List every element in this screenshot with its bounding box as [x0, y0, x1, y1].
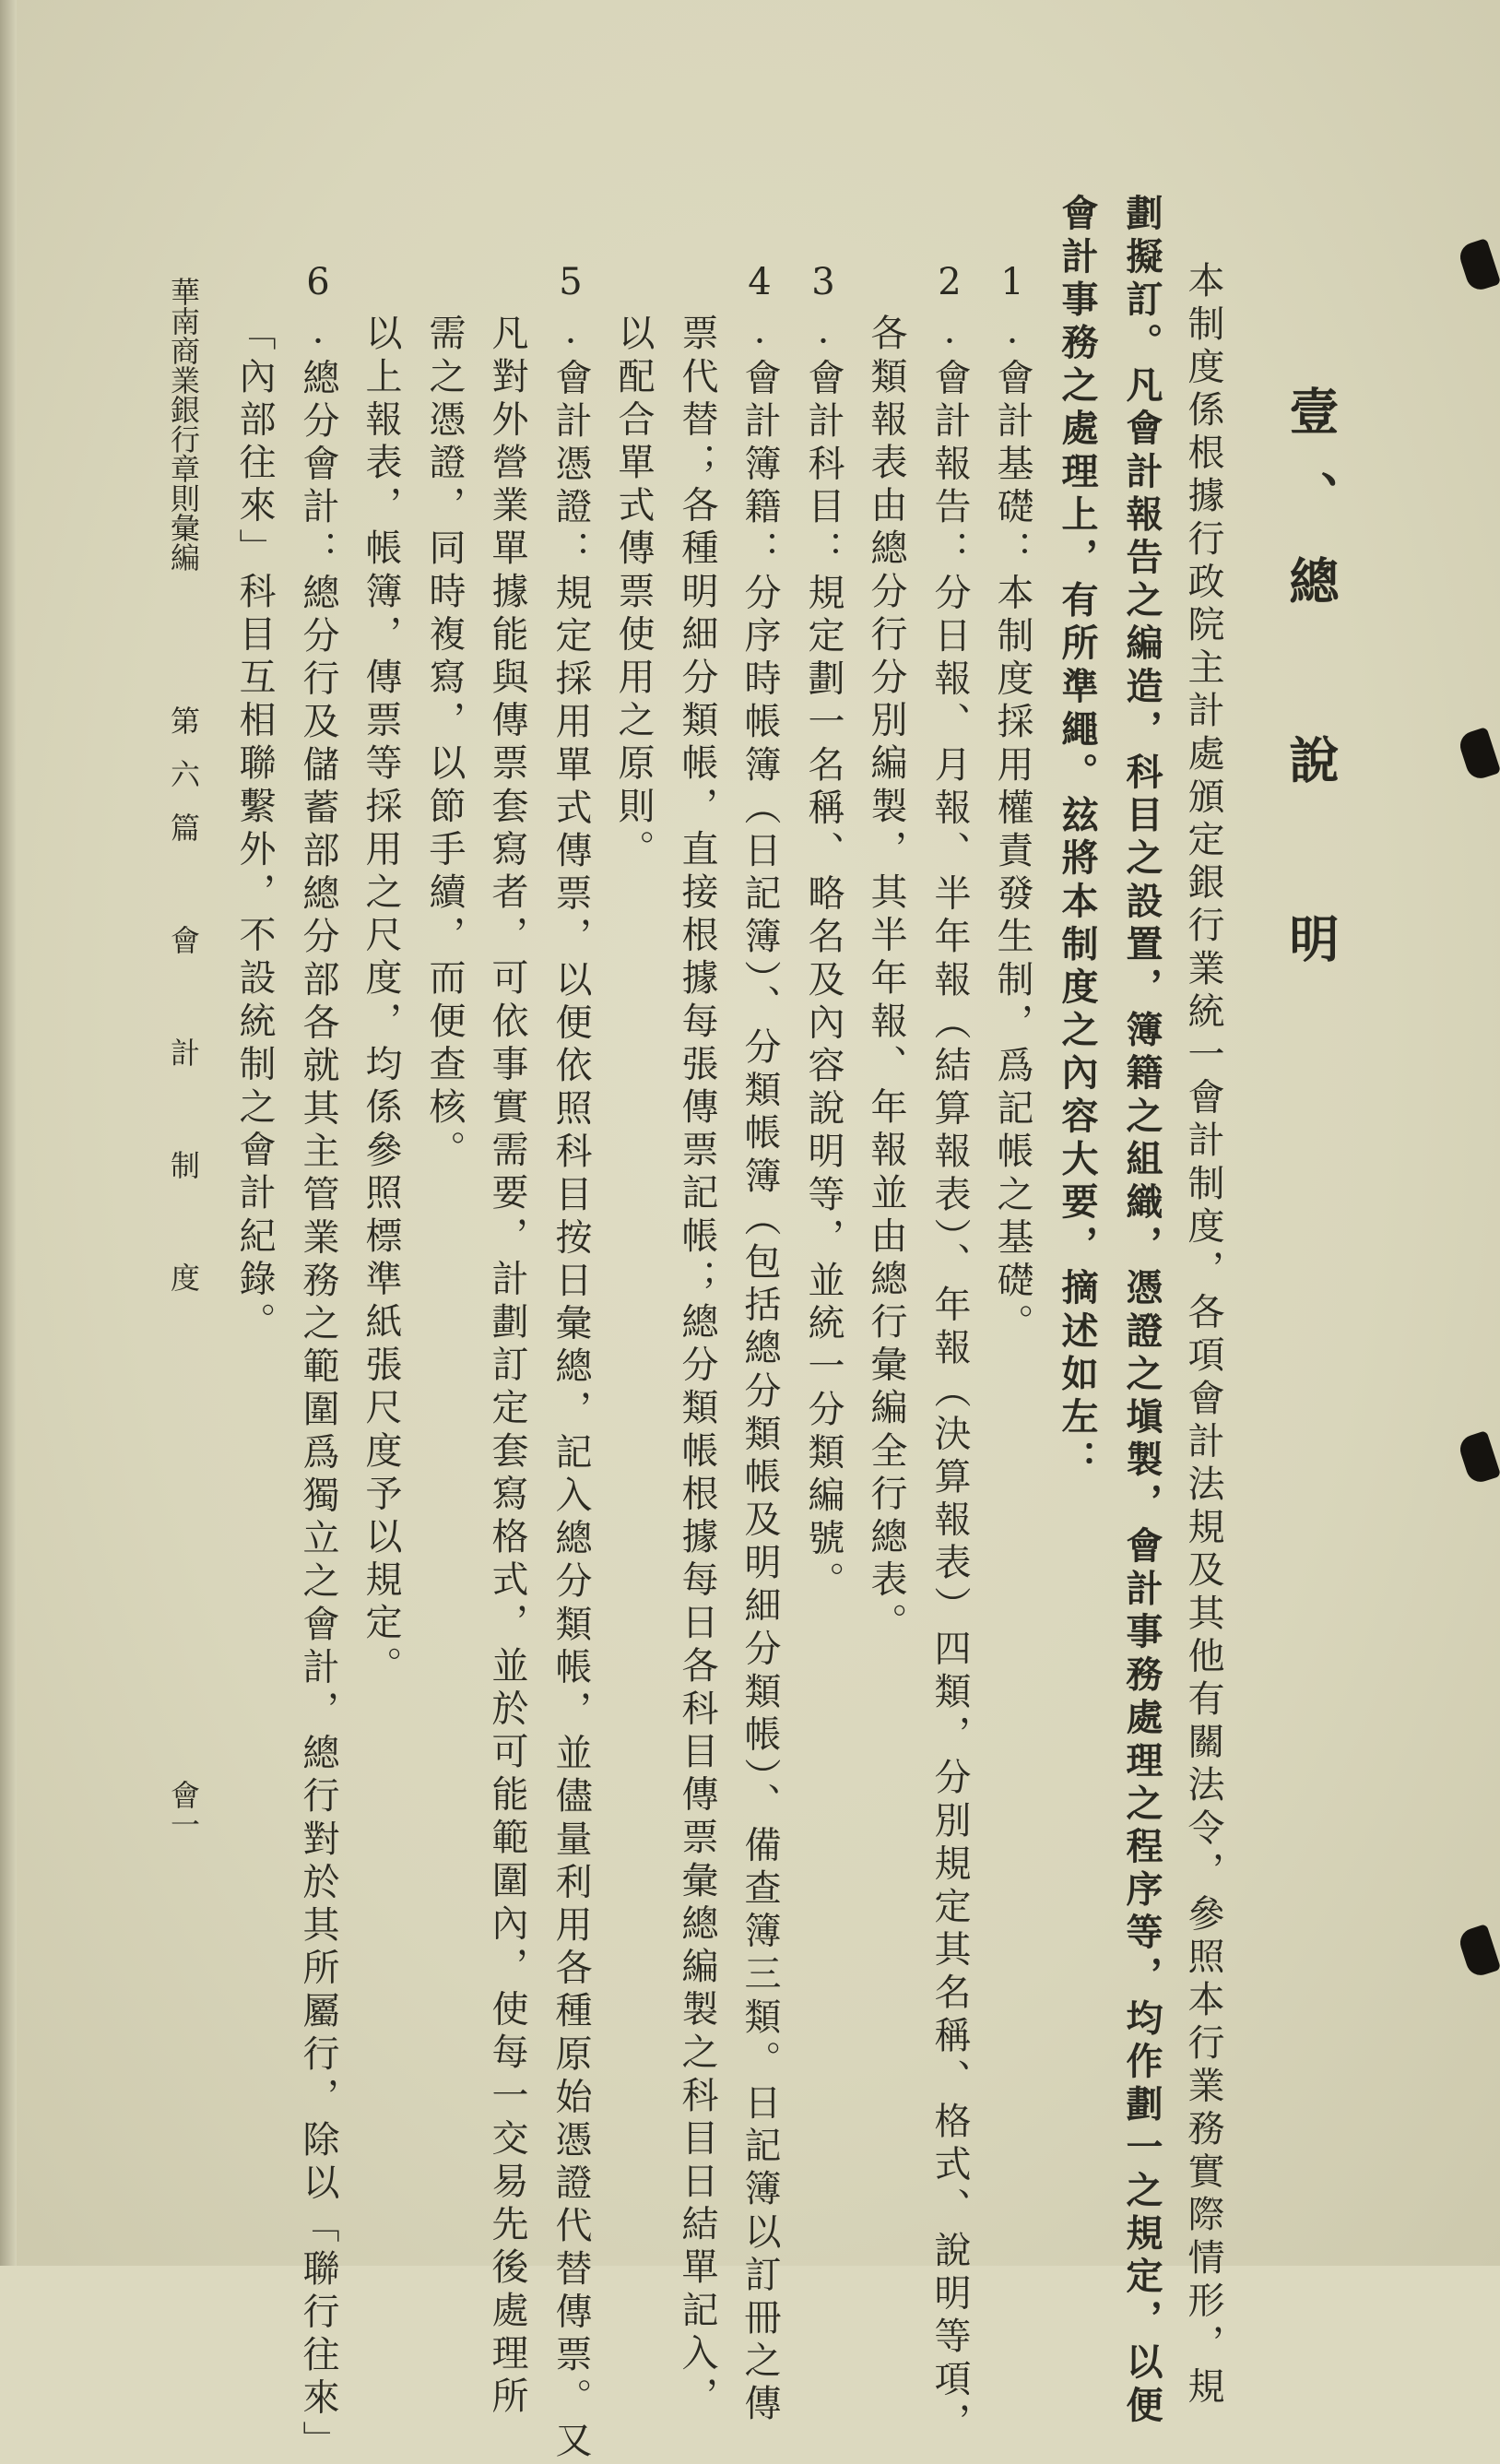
- section-title: 壹、總 說 明: [1281, 385, 1341, 998]
- text-line: 需之憑證，同時複寫，以節手續，而便查核。: [423, 314, 466, 1173]
- text-line: 5.會計憑證：規定採用單式傳票，以便依照科目按日彙總，記入總分類帳，並儘量利用各種原始憑證代替傳票。又: [549, 261, 592, 2464]
- footer-book-title: 華南商業銀行章則彙編: [166, 277, 201, 572]
- footer-part-title: 第六篇 會 計 制 度: [166, 705, 201, 1316]
- text-line: 會計事務之處理上，有所準繩。玆將本制度之內容大要，摘述如左：: [1056, 194, 1099, 1483]
- page-left-edge: [0, 0, 17, 2266]
- page-number: 會一: [166, 1780, 201, 1839]
- text-line: 凡對外營業單據能與傳票套寫者，可依事實需要，計劃訂定套寫格式，並於可能範圍內，使每一交易先後處理所: [486, 314, 528, 2420]
- text-line: 4.會計簿籍：分序時帳簿（日記簿）、分類帳簿（包括總分類帳及明細分類帳）、備查簿三類。日記簿以訂冊之傳: [738, 261, 781, 2427]
- text-line: 1.會計基礎：本制度採用權責發生制，爲記帳之基礎。: [991, 261, 1033, 1346]
- text-line: 劃擬訂。凡會計報告之編造，科目之設置，簿籍之組織，憑證之塡製，會計事務處理之程序等，均作劃一之規定，以便: [1120, 194, 1163, 2429]
- text-line: 以上報表，帳簿，傳票等採用之尺度，均係參照標準紙張尺度予以規定。: [360, 314, 402, 1689]
- text-line: 本制度係根據行政院主計處頒定銀行業統一會計制度，各項會計法規及其他有關法令，參照本行業務實際情形，規: [1182, 261, 1224, 2410]
- text-line: 以配合單式傳票使用之原則。: [612, 314, 655, 872]
- text-line: 票代替；各種明細分類帳，直接根據每張傳票記帳；總分類帳根據每日各科目傳票彙總編製之科目日結單記入，: [676, 314, 718, 2420]
- text-line: 6.總分會計：總分行及儲蓄部總分部各就其主管業務之範圍爲獨立之會計，總行對於其所屬行，除以「聯行往來」: [297, 261, 339, 2464]
- text-line: 「內部往來」科目互相聯繫外，不設統制之會計紀錄。: [233, 314, 276, 1345]
- text-line: 3.會計科目：規定劃一名稱、略名及內容說明等，並統一分類編號。: [802, 261, 844, 1605]
- text-line: 各類報表由總分行分別編製，其半年報、年報並由總行彙編全行總表。: [865, 314, 907, 1646]
- text-line: 2.會計報告：分日報、月報、半年報（結算報表）、年報（決算報表）四類，分別規定其名稱、格式、說明等項，: [928, 261, 971, 2446]
